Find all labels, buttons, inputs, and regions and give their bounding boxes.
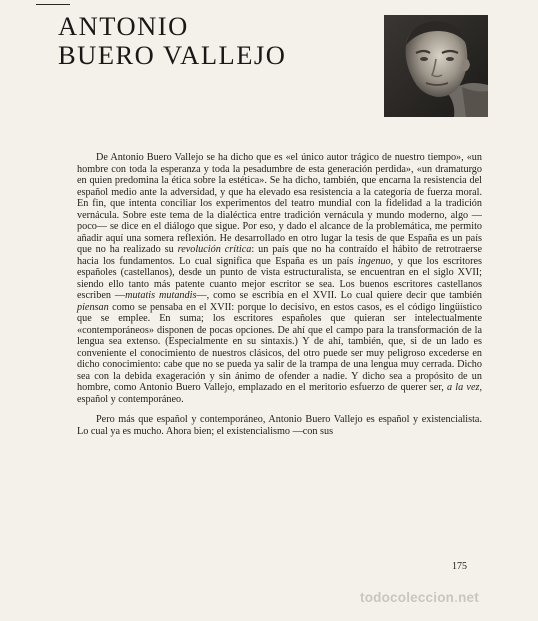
- page-number: 175: [452, 561, 467, 572]
- portrait-image: [384, 15, 488, 117]
- text-run: —, como se escribía en el XVII. Lo cual quiere decir que también: [196, 290, 482, 301]
- watermark-brand: todocoleccion: [360, 590, 455, 605]
- watermark-separator: .: [454, 590, 459, 605]
- text-run: Pero más que español y contemporáneo, Antonio Buero Vallejo es español y existencialista. Lo cual ya es mucho. Ahora bien; el existencialismo —con sus: [77, 414, 482, 437]
- italic-run: ingenuo: [357, 255, 391, 267]
- italic-run: a la vez: [447, 382, 480, 393]
- text-run: , y que los escritores españoles (castellanos), desde un punto de vista estructuralista, se encuentran en el siglo XVII; siendo ello tanto más patente cuanto mejor escritor se sea. Los buenos escritores castellanos escriben —: [77, 255, 482, 301]
- italic-run: mutatis mutandis: [125, 290, 197, 301]
- text-run: : un país que no ha contraído el hábito de retrotraerse hacia los fundamentos. Lo cual significa que España es un país: [77, 244, 483, 267]
- title-line-2: BUERO VALLEJO: [58, 40, 287, 70]
- title-line-1: ANTONIO: [58, 11, 189, 41]
- page-title: [58, 12, 286, 70]
- italic-run: revolución crítica: [177, 244, 252, 255]
- italic-run: piensan: [77, 301, 109, 313]
- text-run: De Antonio Buero Vallejo se ha dicho que es «el único autor trágico de nuestro tiempo», «un hombre con toda la esperanza y toda la pesadumbre de esta generación perdida», «un dramaturgo en quien predomina la ética sobre la estética». Se ha dicho, también, que encarna la resistencia del español medio ante la adversidad, y que ha elevado esa resistencia a la categoría de fuerza moral. En fin, que intenta conciliar los experimentos del teatro mundial con la fidelidad a la tradición vernácula. Sobre este tema de la dialéctica entre tradición vernácula y mundo moderno, algo —poco— se dice en el diálogo que sigue. Por eso, y dado el alcance de la problemática, me permito añadir aquí una somera reflexión. He desarrollado en otro lugar la tesis de que España es un país que no ha realizado su: [77, 152, 482, 255]
- watermark-suffix: net: [458, 590, 479, 605]
- article-body: [77, 152, 482, 437]
- paragraph: [77, 152, 482, 405]
- text-run: , español y contemporáneo.: [77, 382, 482, 405]
- paragraph: [77, 414, 482, 437]
- text-run: como se pensaba en el XVII: porque lo decisivo, en estos casos, es el código lingüístico que se emplee. En suma; los escritores españoles que quieran ser intelectualmente «contemporáneos» disponen de pocas opciones. De ahí que el campo para la transformación de la lengua sea extenso. (Especialmente en su sintaxis.) Y de ahí, también, que, si de un lado es conveniente el conocimiento de nuestros clásicos, del otro puede ser muy peligroso excederse en dicho conocimiento: cabe que no se pueda ya salir de la trampa de una lengua muy cerrada. Dicho sea con la debida exageración y sin ánimo de ofender a nadie. Y dicho sea a propósito de un hombre, como Antonio Buero Vallejo, emplazado en el meritorio esfuerzo de querer ser,: [77, 301, 482, 393]
- watermark-logo: [360, 590, 479, 605]
- decorative-rule: [36, 4, 70, 5]
- portrait-photo: [384, 15, 488, 117]
